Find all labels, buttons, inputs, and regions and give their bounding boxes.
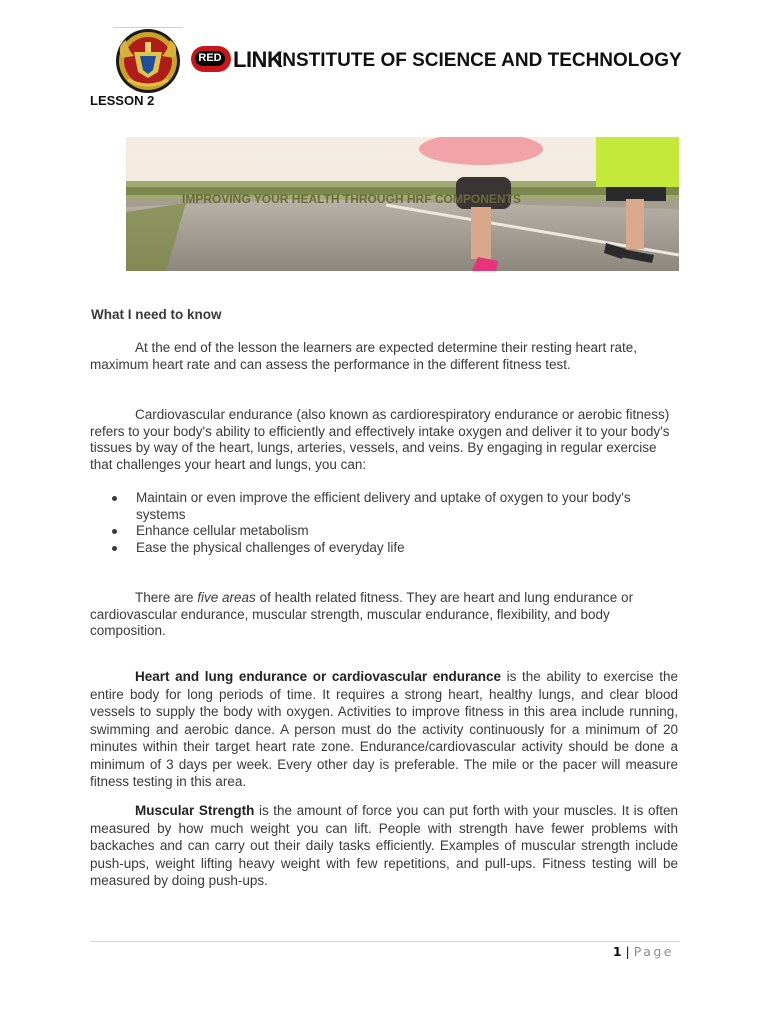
fitness-areas-paragraph (90, 590, 680, 640)
page-separator: | (625, 944, 630, 959)
footer-rule (90, 941, 680, 942)
cardio-intro-paragraph (90, 407, 680, 473)
page-number: 1 (612, 944, 622, 959)
redlink-logo-word: LINK (233, 47, 283, 72)
page-footer (613, 944, 674, 959)
redlink-logo-badge-text: RED (195, 51, 225, 66)
section-heading: What I need to know (91, 307, 222, 322)
cardio-definition: is the ability to exercise the entire body for long periods of time. It requires a strong heart, healthy lungs, and clear blood vessels to supply the body with oxygen. Activities to improve fitness in this area include running, swimming and aerobic dance. A person must do the activity continuously for a minimum of 20 minutes within their target heart rate zone. Endurance/cardiovascular activity should be done a minimum of 3 days per week. Every other day is preferable. The mile or the pacer will measure fitness testing in this area. (90, 669, 678, 789)
intro-paragraph (90, 340, 680, 373)
cardio-endurance-paragraph (90, 668, 678, 791)
list-item-text: Ease the physical challenges of everyday life (136, 539, 405, 555)
bullet-icon (112, 546, 117, 551)
strength-definition: is the amount of force you can put forth with your muscles. It is often measured by how much weight you can lift. People with strength have fewer problems with backaches and can carry out their daily tasks efficiently. Examples of muscular strength include push-ups, weight lifting heavy weight with few repetitions, and pull-ups. Fitness testing will be measured by doing push-ups. (90, 803, 679, 888)
bullet-icon (112, 529, 117, 534)
cardio-term: Heart and lung endurance or cardiovascular endurance (135, 669, 502, 684)
list-item-text: Enhance cellular metabolism (136, 523, 309, 539)
banner-title: IMPROVING YOUR HEALTH THROUGH HRF COMPONENTS (182, 192, 521, 206)
benefits-list (110, 490, 670, 556)
cardio-intro-text: Cardiovascular endurance (also known as cardiorespiratory endurance or aerobic fitness) refers to your body's ability to efficiently and effectively intake oxygen and deliver it to your body's tissues by way of the heart, lungs, arteries, vessels, and veins. By engaging in regular exercise that challenges your heart and lungs, you can: (90, 407, 670, 472)
muscular-strength-paragraph (90, 802, 678, 890)
redlink-logo-badge (191, 46, 231, 72)
list-item (110, 490, 670, 523)
areas-post-text: of health related fitness. They are heart and lung endurance or cardiovascular endurance, muscular strength, muscular endurance, flexibility, and body composition. (90, 590, 634, 639)
list-item (110, 540, 670, 557)
areas-emphasis: five areas (197, 590, 256, 605)
institute-name: INSTITUTE OF SCIENCE AND TECHNOLOGY (277, 50, 682, 71)
lesson-label: LESSON 2 (90, 93, 155, 108)
bullet-icon (112, 496, 117, 501)
institute-seal-icon (114, 28, 182, 94)
list-item-text: Maintain or even improve the efficient delivery and uptake of oxygen to your body's systems (136, 490, 631, 522)
strength-term: Muscular Strength (135, 803, 255, 818)
lesson-banner (126, 137, 679, 271)
list-item (110, 523, 670, 540)
areas-pre-text: There are (135, 590, 198, 605)
page-word: Page (633, 944, 674, 959)
intro-text: At the end of the lesson the learners are expected determine their resting heart rate, maximum heart rate and can assess the performance in the different fitness test. (90, 340, 638, 372)
